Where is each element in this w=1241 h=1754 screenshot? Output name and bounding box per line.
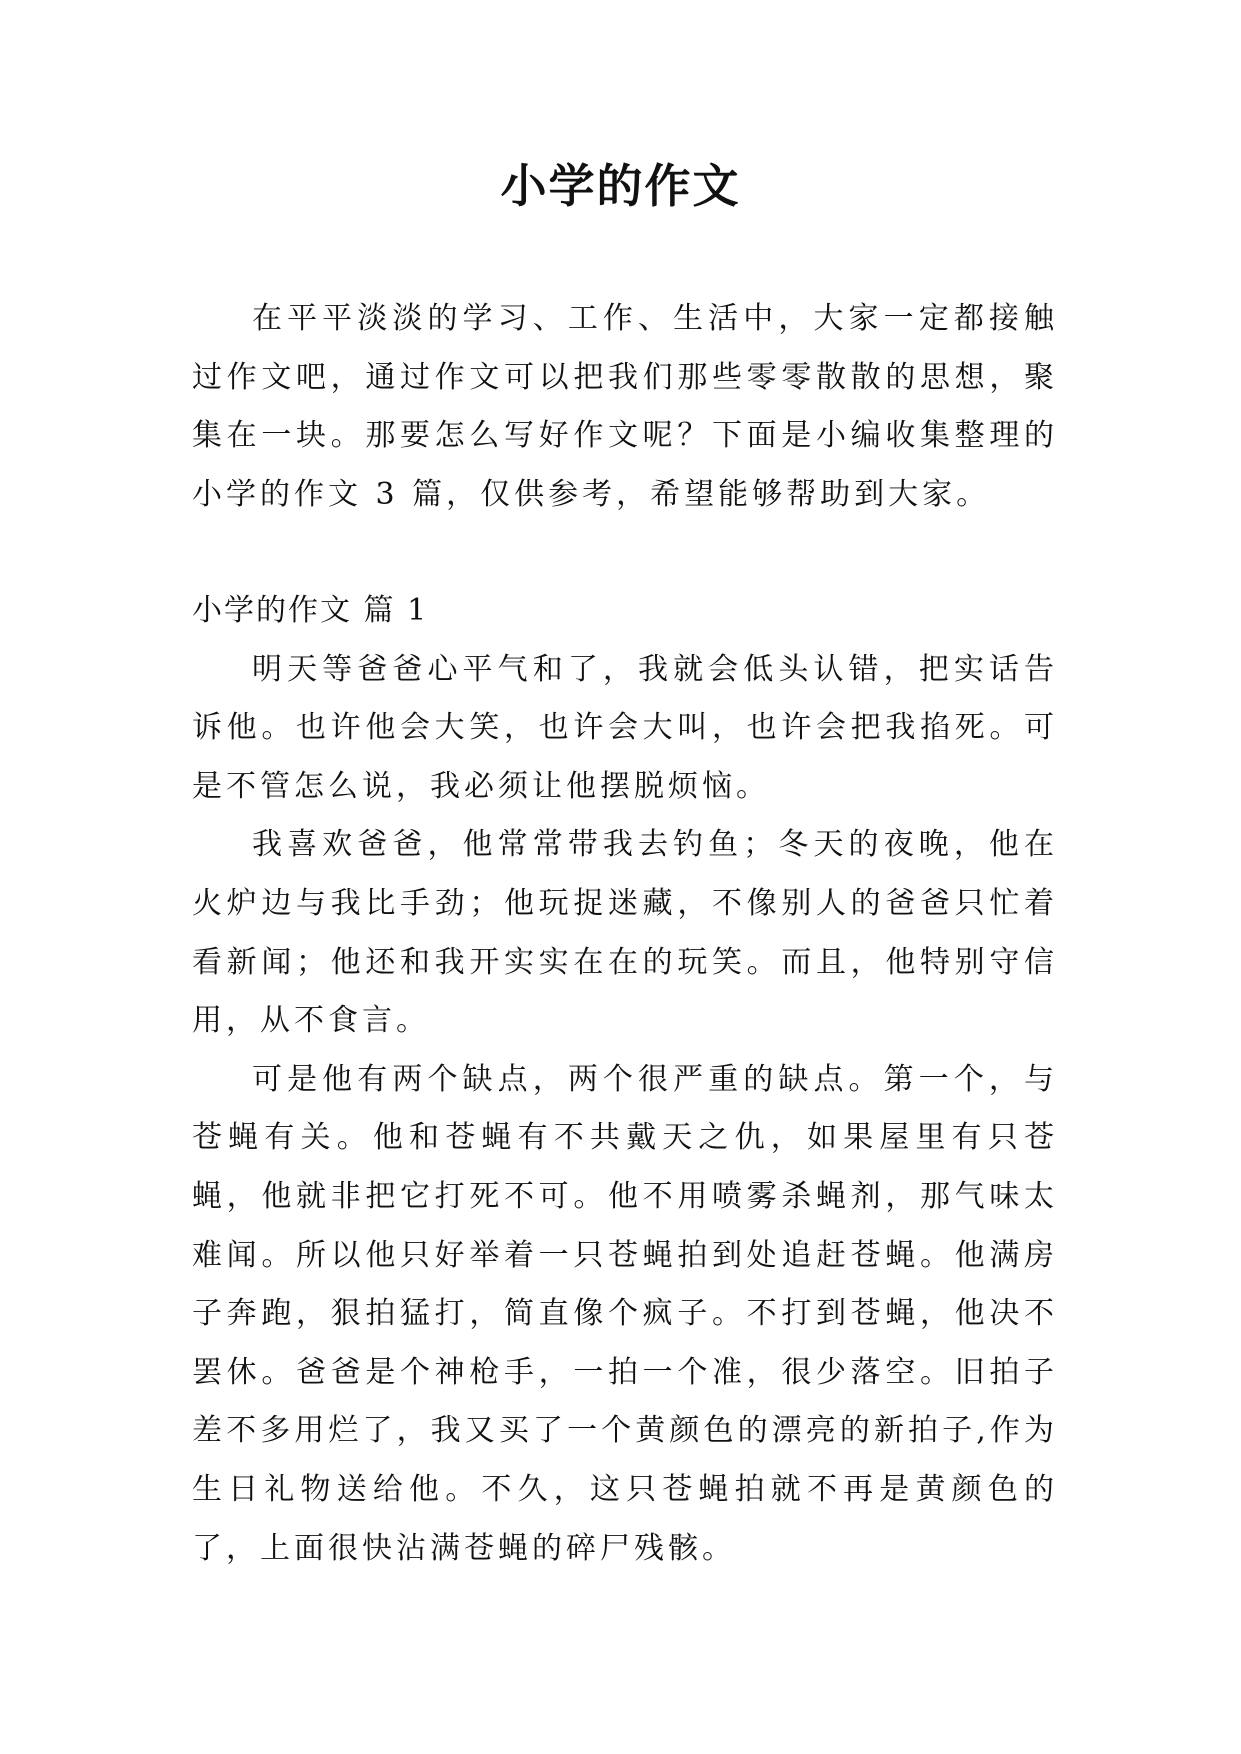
article-section <box>192 582 1058 1578</box>
body-paragraph-3: 可是他有两个缺点，两个很严重的缺点。第一个，与苍蝇有关。他和苍蝇有不共戴天之仇，如果屋里有只苍蝇，他就非把它打死不可。他不用喷雾杀蝇剂，那气味太难闻。所以他只好举着一只苍蝇拍到处追赶苍蝇。他满房子奔跑，狠拍猛打，简直像个疯子。不打到苍蝇，他决不罢休。爸爸是个神枪手，一拍一个准，很少落空。旧拍子差不多用烂了，我又买了一个黄颜色的漂亮的新拍子,作为生日礼物送给他。不久，这只苍蝇拍就不再是黄颜色的了，上面很快沾满苍蝇的碎尸残骸。 <box>192 1061 1058 1566</box>
body-paragraph-1: 明天等爸爸心平气和了，我就会低头认错，把实话告诉他。也许他会大笑，也许会大叫，也许会把我掐死。可是不管怎么说，我必须让他摆脱烦恼。 <box>192 651 1058 804</box>
intro-paragraph: 在平平淡淡的学习、工作、生活中，大家一定都接触过作文吧，通过作文可以把我们那些零零散散的思想，聚集在一块。那要怎么写好作文呢？下面是小编收集整理的小学的作文 3 篇，仅供参考，希望能够帮助到大家。 <box>192 301 1058 512</box>
intro-section <box>192 290 1058 524</box>
section-heading: 小学的作文 篇 1 <box>192 593 429 628</box>
body-paragraph-2: 我喜欢爸爸，他常常带我去钓鱼；冬天的夜晚，他在火炉边与我比手劲；他玩捉迷藏，不像别人的爸爸只忙着看新闻；他还和我开实实在在的玩笑。而且，他特别守信用，从不食言。 <box>192 827 1058 1039</box>
document-title: 小学的作文 <box>500 159 741 213</box>
